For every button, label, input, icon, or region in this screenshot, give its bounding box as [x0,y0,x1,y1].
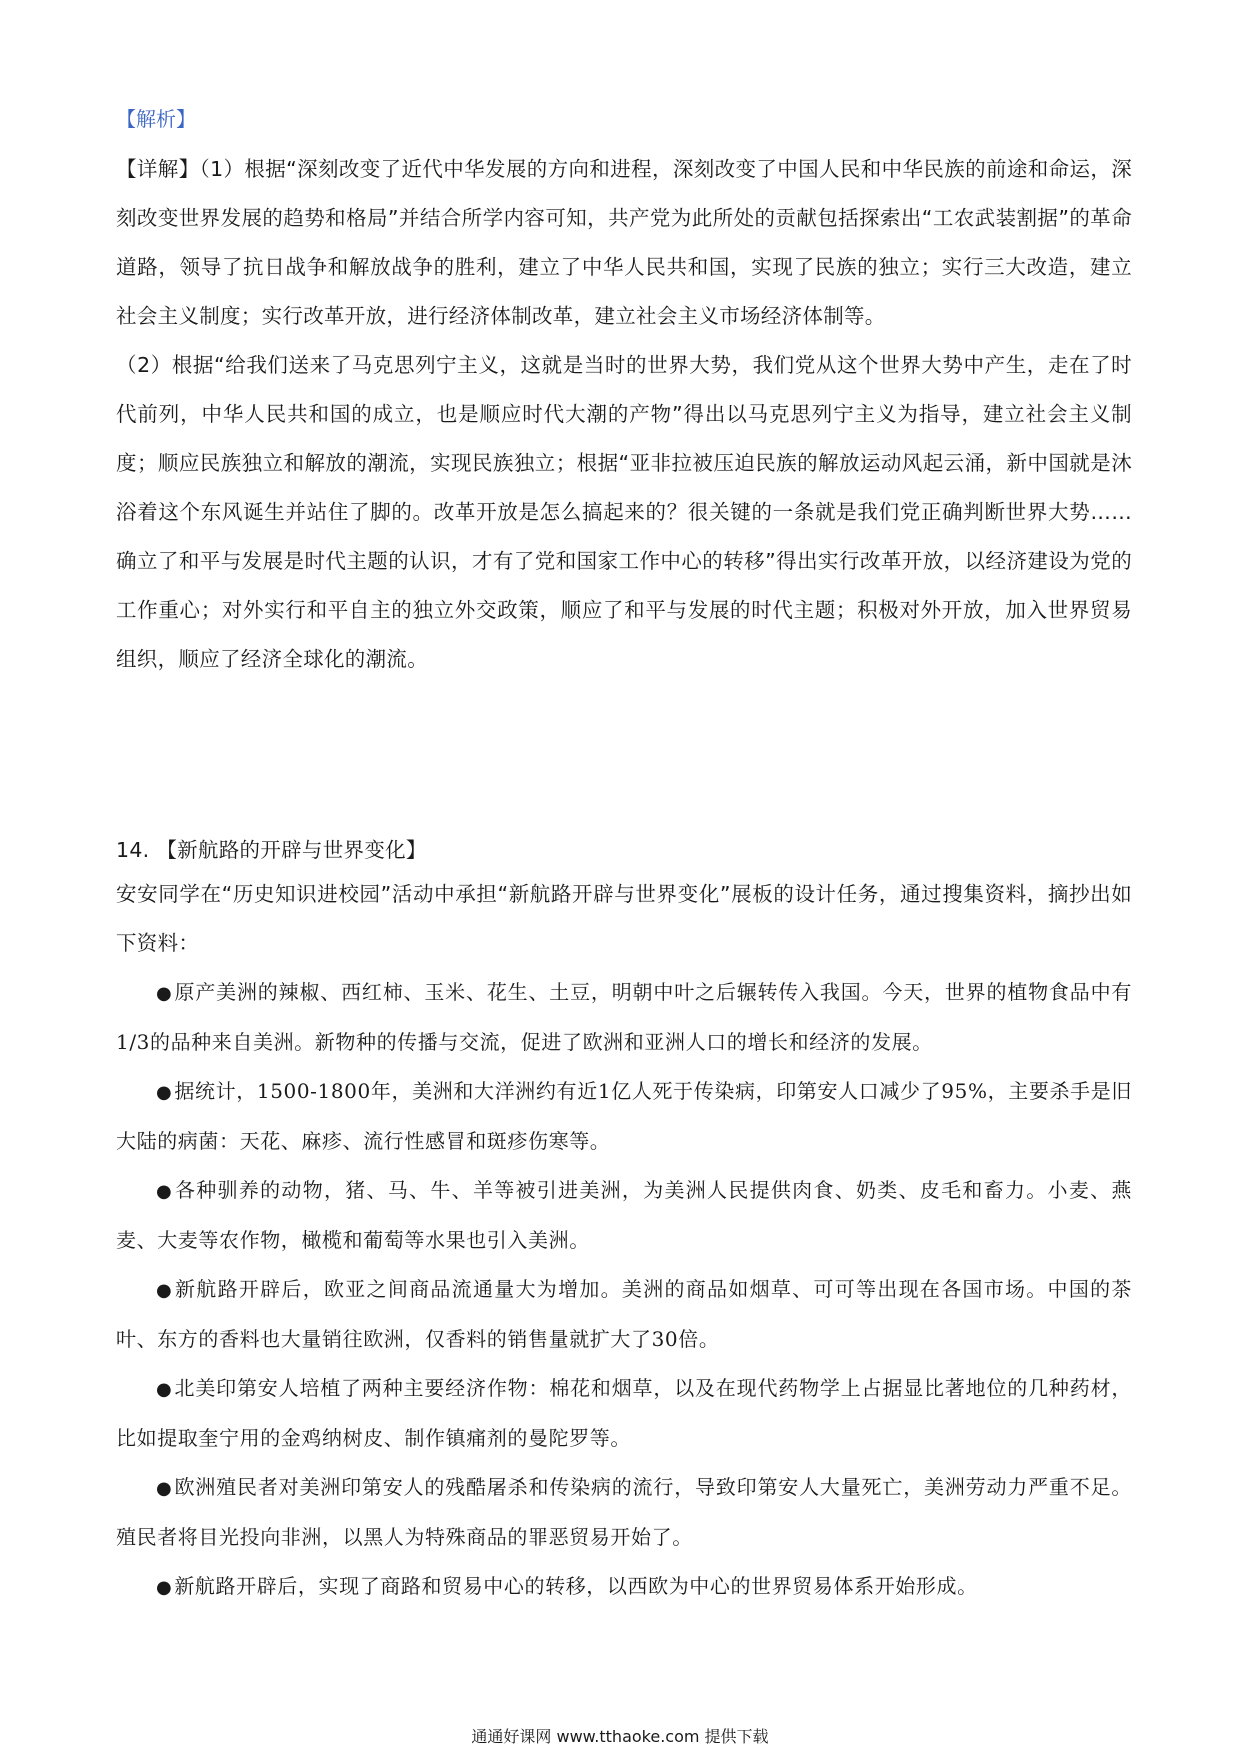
question-title: 14. 【新航路的开辟与世界变化】 [116,838,427,862]
analysis-part2-paragraph: （2）根据“给我们送来了马克思列宁主义，这就是当时的世界大势，我们党从这个世界大势中产生，走在了时代前列，中华人民共和国的成立，也是顺应时代大潮的产物”得出以马克思列宁主义为指导，建立社会主义制度；顺应民族独立和解放的潮流，实现民族独立；根据“亚非拉被压迫民族的解放运动风起云涌，新中国就是沐浴着这个东风诞生并站住了脚的。改革开放是怎么搞起来的？很关键的一条就是我们党正确判断世界大势……确立了和平与发展是时代主题的认识，才有了党和国家工作中心的转移”得出实行改革开放，以经济建设为党的工作重心；对外实行和平自主的独立外交政策，顺应了和平与发展的时代主题；积极对外开放，加入世界贸易组织，顺应了经济全球化的潮流。 [116,353,1132,671]
material-item [116,1067,1132,1166]
material-list [116,968,1132,1612]
bullet-dot-icon: ● [156,1181,173,1202]
analysis-detail-paragraph: 【详解】（1）根据“深刻改变了近代中华发展的方向和进程，深刻改变了中国人民和中华民族的前途和命运，深刻改变世界发展的趋势和格局”并结合所学内容可知，共产党为此所处的贡献包括探索出“工农武装割据”的革命道路，领导了抗日战争和解放战争的胜利，建立了中华人民共和国，实现了民族的独立；实行三大改造，建立社会主义制度；实行改革开放，进行经济体制改革，建立社会主义市场经济体制等。 [116,157,1132,328]
material-text: 原产美洲的辣椒、西红柿、玉米、花生、土豆，明朝中叶之后辗转传入我国。今天，世界的植物食品中有1/3的品种来自美洲。新物种的传播与交流，促进了欧洲和亚洲人口的增长和经济的发展。 [116,980,1132,1054]
material-item [116,1463,1132,1562]
page-footer: 通通好课网 www.tthaoke.com 提供下载 [471,1727,769,1746]
material-item [116,968,1132,1067]
material-item [116,1364,1132,1463]
material-text: 欧洲殖民者对美洲印第安人的残酷屠杀和传染病的流行，导致印第安人大量死亡，美洲劳动力严重不足。殖民者将目光投向非洲，以黑人为特殊商品的罪恶贸易开始了。 [116,1475,1132,1549]
bullet-dot-icon: ● [156,1280,173,1301]
material-text: 新航路开辟后，实现了商路和贸易中心的转移，以西欧为中心的世界贸易体系开始形成。 [174,1574,978,1598]
material-text: 新航路开辟后，欧亚之间商品流通量大为增加。美洲的商品如烟草、可可等出现在各国市场。中国的茶叶、东方的香料也大量销往欧洲，仅香料的销售量就扩大了30倍。 [116,1277,1133,1351]
bullet-dot-icon: ● [156,1082,173,1103]
material-text: 各种驯养的动物，猪、马、牛、羊等被引进美洲，为美洲人民提供肉食、奶类、皮毛和畜力。小麦、燕麦、大麦等农作物，橄榄和葡萄等水果也引入美洲。 [116,1178,1133,1252]
bullet-dot-icon: ● [156,983,173,1004]
material-text: 据统计，1500-1800年，美洲和大洋洲约有近1亿人死于传染病，印第安人口减少了95%，主要杀手是旧大陆的病菌：天花、麻疹、流行性感冒和斑疹伤寒等。 [116,1079,1132,1153]
bullet-dot-icon: ● [156,1379,173,1400]
material-text: 北美印第安人培植了两种主要经济作物：棉花和烟草，以及在现代药物学上占据显比著地位的几种药材，比如提取奎宁用的金鸡纳树皮、制作镇痛剂的曼陀罗等。 [116,1376,1132,1450]
analysis-heading: 【解析】 [116,107,196,131]
material-item [116,1562,1132,1612]
bullet-dot-icon: ● [156,1577,173,1598]
material-item [116,1166,1132,1265]
material-item [116,1265,1132,1364]
bullet-dot-icon: ● [156,1478,173,1499]
question-intro: 安安同学在“历史知识进校园”活动中承担“新航路开辟与世界变化”展板的设计任务，通过搜集资料，摘抄出如下资料： [116,882,1132,955]
